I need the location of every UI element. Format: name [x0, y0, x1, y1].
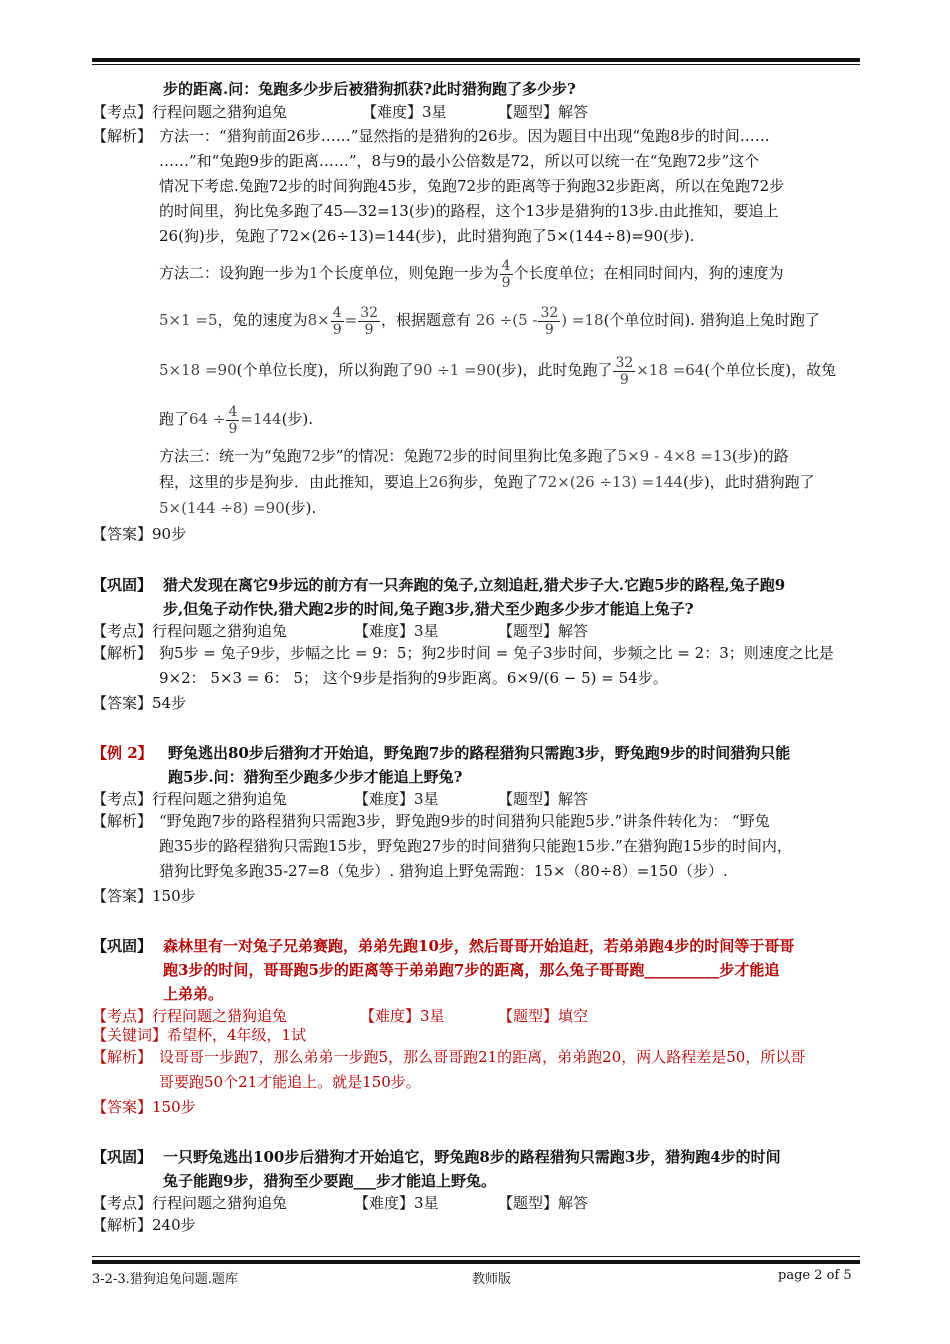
header-rule-thick — [92, 58, 860, 62]
problem4-answer: 【答案】150步 — [92, 1098, 196, 1116]
footer-center: 教师版 — [472, 1272, 512, 1287]
method2-line4: 跑了64 ÷ $\frac{4}{9}$ =144(步). — [159, 403, 314, 437]
method2-line3: 5×18 =90(个单位长度)，所以狗跑了90 ÷1 =90(步)，此时兔跑了 $\frac{32}{9}$ ×18 =64(个单位长度)，故兔 — [159, 354, 837, 388]
problem2-label: 【巩固】 — [92, 576, 153, 594]
method1-line: 方法一：“猎狗前面26步……”显然指的是猎狗的26步。因为题目中出现“兔跑8步的时间…… — [159, 127, 770, 145]
example2-label: 【例 2】 — [92, 744, 153, 762]
problem2-meta: 【考点】行程问题之猎狗追兔 【难度】3星 【题型】解答 — [92, 622, 589, 640]
method1-line: 的时间里，狗比兔多跑了45—32=13(步)的路程，这个13步是猎狗的13步.由此推知，要追上 — [159, 202, 779, 220]
problem1-analysis-label: 【解析】 — [92, 127, 153, 145]
problem4-question-line: 跑3步的时间，哥哥跑5步的距离等于弟弟跑7步的距离，那么兔子哥哥跑__________步才能追 — [163, 961, 780, 979]
problem2-analysis-line: 狗5步 = 兔子9步，步幅之比 = 9：5；狗2步时间 = 兔子3步时间，步频之比 = 2：3；则速度之比是 — [159, 644, 834, 662]
problem1-answer: 【答案】90步 — [92, 525, 187, 543]
difficulty-label: 【难度】 — [362, 103, 423, 121]
problem2-answer: 【答案】54步 — [92, 694, 187, 712]
kaodian-label: 【考点】 — [92, 103, 153, 121]
problem1-question-continuation: 步的距离.问：兔跑多少步后被猎狗抓获?此时猎狗跑了多少步? — [163, 80, 576, 98]
answer-blank: __________ — [644, 961, 720, 979]
method3-line1: 方法三：统一为“兔跑72步”的情况：兔跑72步的时间里狗比兔多跑了5×9 - 4×8 =13(步)的路 — [159, 447, 789, 465]
example2-meta: 【考点】行程问题之猎狗追兔 【难度】3星 【题型】解答 — [92, 790, 589, 808]
problem4-keywords: 【关键词】希望杯，4年级，1试 — [92, 1026, 307, 1044]
footer-rule-thin — [92, 1256, 860, 1257]
type-value: 解答 — [558, 103, 589, 121]
method2-line1: 方法二：设狗跑一步为1个长度单位，则兔跑一步为 $\frac{4}{9}$ 个长度单位；在相同时间内，狗的速度为 — [159, 257, 784, 291]
problem4-analysis-label: 【解析】 — [92, 1048, 153, 1066]
type-label: 【题型】 — [498, 103, 559, 121]
problem2-question-line: 步,但兔子动作快,猎犬跑2步的时间,兔子跑3步,猎犬至少跑多少步才能追上兔子? — [163, 600, 694, 618]
example2-analysis-line: 跑35步的路程猎狗只需跑15步，野兔跑27步的时间猎狗只能跑15步.”在猎狗跑15步的时间内， — [159, 837, 792, 855]
problem5-analysis: 【解析】240步 — [92, 1216, 196, 1234]
example2-analysis-line: “野兔跑7步的路程猎狗只需跑3步，野兔跑9步的时间猎狗只能跑5步.”讲条件转化为： “野兔 — [159, 812, 770, 830]
page-number: page 2 of 5 — [778, 1268, 852, 1283]
problem2-analysis-line: 9×2： 5×3 = 6： 5； 这个9步是指狗的9步距离。6×9/(6 − 5) = 54步。 — [159, 669, 668, 687]
problem5-question-line: 兔子能跑9步，猎狗至少要跑___步才能追上野兔。 — [163, 1172, 496, 1190]
example2-answer: 【答案】150步 — [92, 887, 196, 905]
problem1-meta — [92, 101, 589, 122]
example2-question-line: 野兔逃出80步后猎狗才开始追，野兔跑7步的路程猎狗只需跑3步，野兔跑9步的时间猎狗只能 — [168, 744, 791, 762]
difficulty-value: 3星 — [422, 103, 447, 121]
problem4-meta: 【考点】行程问题之猎狗追兔 【难度】3星 【题型】填空 — [92, 1007, 589, 1025]
method1-line: ……”和“兔跑9步的距离……”，8与9的最小公倍数是72，所以可以统一在“兔跑72步”这个 — [159, 152, 760, 170]
method2-line2: 5×1 =5，兔的速度为8× $\frac{4}{9}$ = $\frac{32}{9}$ ，根据题意有 26 ÷(5 - $\frac{32}{9}$ ) =18(个单位时间). 猎狗追上兔时跑了 — [159, 304, 820, 338]
example2-analysis-line: 猎狗比野兔多跑35-27=8（兔步）. 猎狗追上野兔需跑：15×（80÷8）=150（步）. — [159, 862, 728, 880]
example2-analysis-label: 【解析】 — [92, 812, 153, 830]
problem5-label: 【巩固】 — [92, 1148, 153, 1166]
problem2-analysis-label: 【解析】 — [92, 644, 153, 662]
kaodian-value: 行程问题之猎狗追兔 — [152, 103, 288, 121]
problem2-question-line: 猎犬发现在离它9步远的前方有一只奔跑的兔子,立刻追赶,猎犬步子大.它跑5步的路程,兔子跑9 — [163, 576, 786, 594]
problem4-label: 【巩固】 — [92, 937, 153, 955]
problem4-question-line: 森林里有一对兔子兄弟赛跑，弟弟先跑10步，然后哥哥开始追赶，若弟弟跑4步的时间等于哥哥 — [163, 937, 795, 955]
problem4-question-line: 上弟弟。 — [163, 985, 224, 1003]
method1-line: 26(狗)步，兔跑了72×(26÷13)=144(步)，此时猎狗跑了5×(144÷8)=90(步). — [159, 227, 695, 245]
example2-question-line: 跑5步.问：猎狗至少跑多少步才能追上野兔? — [168, 768, 463, 786]
footer-rule-thick — [92, 1260, 860, 1264]
method3-line2: 程，这里的步是狗步．由此推知，要追上26狗步，兔跑了72×(26 ÷13) =144(步)，此时猎狗跑了 — [159, 473, 815, 491]
method3-line3: 5×(144 ÷8) =90(步). — [159, 499, 317, 517]
problem4-analysis-line: 设哥哥一步跑7，那么弟弟一步跑5，那么哥哥跑21的距离，弟弟跑20，两人路程差是50，所以哥 — [159, 1048, 806, 1066]
header-rule-thin — [92, 64, 860, 65]
footer-left: 3-2-3.猎狗追兔问题.题库 — [92, 1272, 238, 1287]
problem4-analysis-line: 哥要跑50个21才能追上。就是150步。 — [159, 1073, 421, 1091]
method1-line: 情况下考虑.兔跑72步的时间狗跑45步，兔跑72步的距离等于狗跑32步距离，所以在兔跑72步 — [159, 177, 785, 195]
problem5-meta: 【考点】行程问题之猎狗追兔 【难度】3星 【题型】解答 — [92, 1194, 589, 1212]
problem5-question-line: 一只野兔逃出100步后猎狗才开始追它，野兔跑8步的路程猎狗只需跑3步，猎狗跑4步的时间 — [163, 1148, 781, 1166]
